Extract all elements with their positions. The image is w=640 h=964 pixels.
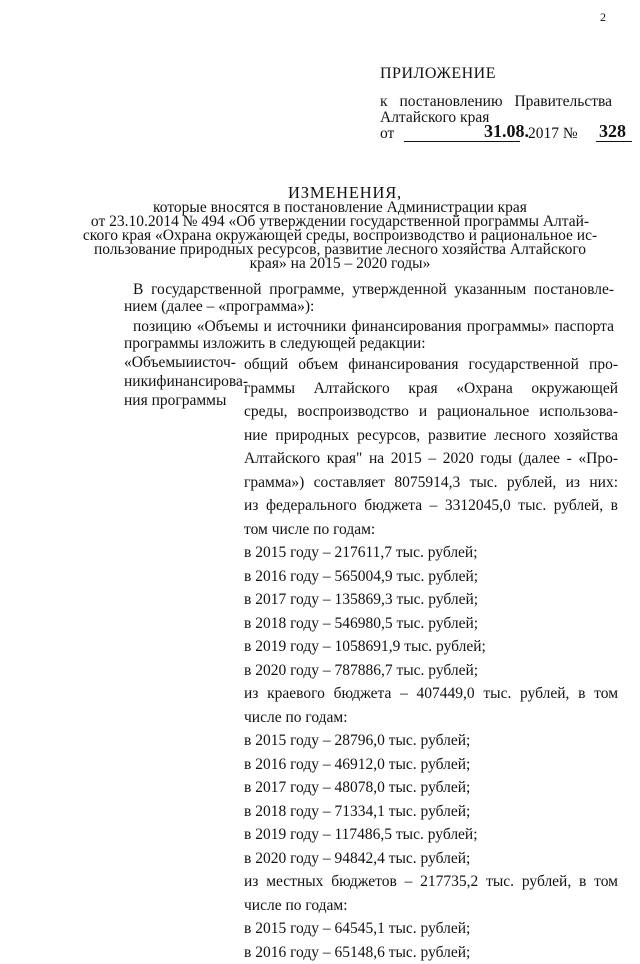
label-word: ники [124,372,156,391]
financing-line: общий объем финансирования государственной про- [244,353,618,377]
financing-line: в 2018 году – 71334,1 тыс. рублей; [244,800,618,824]
financing-label-line [124,372,236,391]
appendix-block [380,66,620,142]
heading-line: ского края «Охрана окружающей среды, воспроизводство и рациональное ис- [80,229,600,243]
financing-line: Алтайского края" на 2015 – 2020 годы (далее - «Про- [244,447,618,471]
financing-line: в 2015 году – 64545,1 тыс. рублей; [244,917,618,941]
label-word: «Объемы [124,353,186,372]
appendix-title: ПРИЛОЖЕНИЕ [380,66,620,82]
financing-line: в 2016 году – 65148,6 тыс. рублей; [244,941,618,964]
financing-line: в 2019 году – 1058691,9 тыс. рублей; [244,635,618,659]
paragraph-position: позицию «Объемы и источники финансирования программы» паспорта программы изложить в следующей редакции: [124,319,614,352]
financing-line: в 2017 году – 48078,0 тыс. рублей; [244,776,618,800]
financing-line: числе по годам: [244,894,618,918]
financing-line: в 2016 году – 565004,9 тыс. рублей; [244,565,618,589]
financing-content [244,353,618,964]
heading-line: пользование природных ресурсов, развитие лесного хозяйства Алтайского [80,243,600,257]
financing-line: среды, воспроизводство и рациональное использова- [244,400,618,424]
financing-line: в 2015 году – 217611,7 тыс. рублей; [244,541,618,565]
financing-line: из местных бюджетов – 217735,2 тыс. рублей, в том [244,870,618,894]
financing-line: в 2016 году – 46912,0 тыс. рублей; [244,753,618,777]
changes-title: ИЗМЕНЕНИЯ, [80,186,600,200]
heading-line: которые вносятся в постановление Администрации края [80,201,600,215]
financing-label-line: ния программы [124,391,236,410]
financing-label [124,353,236,410]
financing-line: том числе по годам: [244,518,618,542]
heading-line: края» на 2015 – 2020 годы» [80,257,600,271]
financing-line: граммы Алтайского края «Охрана окружающей [244,377,618,401]
financing-line: в 2018 году – 546980,5 тыс. рублей; [244,612,618,636]
appendix-date: 31.08. [484,123,529,139]
financing-line: грамма») составляет 8075914,3 тыс. рублей, из них: [244,471,618,495]
appendix-number: 328 [599,123,626,139]
appendix-to-word: к [380,94,388,110]
financing-line: числе по годам: [244,706,618,730]
financing-line: в 2019 году – 117486,5 тыс. рублей; [244,823,618,847]
financing-line: в 2015 году – 28796,0 тыс. рублей; [244,729,618,753]
changes-heading [80,186,600,271]
label-word: финансирова- [156,372,248,391]
financing-line: в 2020 году – 787886,7 тыс. рублей; [244,659,618,683]
appendix-region: Алтайского края [380,110,620,126]
financing-line: в 2017 году – 135869,3 тыс. рублей; [244,588,618,612]
heading-line: от 23.10.2014 № 494 «Об утверждении государственной программы Алтай- [80,215,600,229]
financing-line: из федерального бюджета – 3312045,0 тыс. рублей, в [244,494,618,518]
financing-line: в 2020 году – 94842,4 тыс. рублей; [244,847,618,871]
body-text [124,282,614,352]
financing-line: ние природных ресурсов, развитие лесного хозяйства [244,424,618,448]
financing-line: из краевого бюджета – 407449,0 тыс. рублей, в том [244,682,618,706]
label-word: и [186,353,194,372]
appendix-from-label: от [380,126,394,142]
appendix-resolution-word: постановлению [399,94,502,110]
appendix-government-word: Правительства [514,94,612,110]
paragraph-program: В государственной программе, утвержденной указанным постановле-нием (далее – «программа»): [124,282,614,315]
label-word: источ- [194,353,236,372]
financing-label-line [124,353,236,372]
appendix-to-line [380,94,612,110]
appendix-date-line [380,126,620,142]
appendix-year-label: 2017 № [528,126,578,142]
page-number: 2 [600,10,606,25]
